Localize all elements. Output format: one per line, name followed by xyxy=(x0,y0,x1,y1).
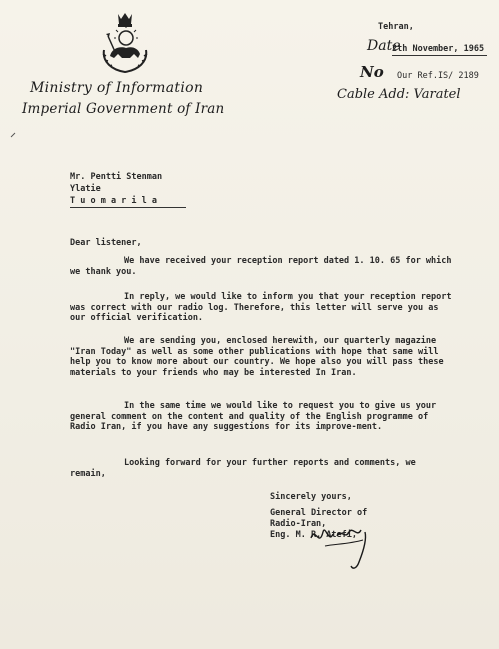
date-underline xyxy=(392,55,487,56)
paragraph-5: Looking forward for your further reports and comments, we remain, xyxy=(70,458,416,479)
number-label: No xyxy=(360,63,384,81)
signatory-name: Eng. M. R. Atefi, xyxy=(270,530,357,540)
paragraph-1: We have received your reception report dated 1. 10. 65 for which we thank you. xyxy=(70,256,452,277)
paragraph-3: We are sending you, enclosed herewith, our quarterly magazine "Iran Today" as well as some other publications with hope that same will help you to know more about our country. We hope also you will pass these materials to your friends who may be interested In Iran. xyxy=(70,336,444,378)
city-label: Tehran, xyxy=(378,22,414,32)
addressee-name: Mr. Pentti Stenman xyxy=(70,172,163,182)
signatory-organization: Radio-Iran, xyxy=(270,519,327,529)
lion-and-sun-emblem-icon xyxy=(96,10,154,74)
addressee-town: T u o m a r i l a xyxy=(70,196,157,206)
ministry-title: Ministry of Information xyxy=(30,80,204,96)
government-title: Imperial Government of Iran xyxy=(22,101,225,117)
signatory-title: General Director of xyxy=(270,508,368,518)
cable-address: Cable Add: Varatel xyxy=(337,87,461,102)
ink-mark-icon xyxy=(10,132,16,138)
paragraph-4: In the same time we would like to request you to give us your general comment on the content and quality of the English programme of Radio Iran, if you have any suggestions for its improve-ment. xyxy=(70,401,437,432)
paragraph-2: In reply, we would like to inform you that your reception report was correct with our radio log. Therefore, this letter will serve you as our official verification. xyxy=(70,292,452,323)
date-label: Date xyxy=(367,38,401,54)
addressee-street: Ylatie xyxy=(70,184,101,194)
reference-number: Our Ref.IS/ 2189 xyxy=(397,71,479,81)
handwritten-signature-icon xyxy=(305,518,385,572)
addressee-underline xyxy=(70,207,186,208)
date-value: 2th November, 1965 xyxy=(392,44,485,54)
closing-salutation: Sincerely yours, xyxy=(270,492,352,502)
salutation: Dear listener, xyxy=(70,238,142,248)
